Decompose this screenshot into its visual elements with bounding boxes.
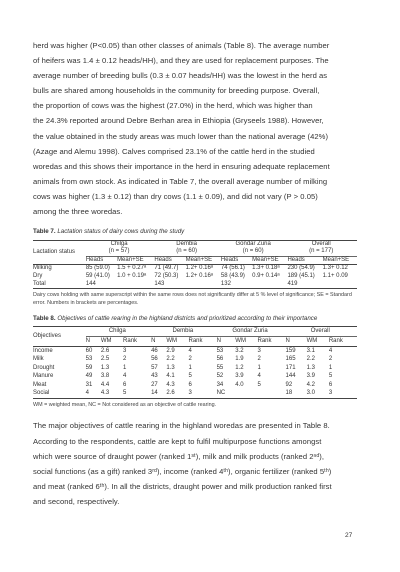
row-label: Manure (33, 373, 54, 380)
table-cell (257, 389, 285, 398)
table-cell: 5 (188, 373, 192, 380)
table-cell: 4 (328, 347, 333, 354)
table-cell: 4 (123, 373, 127, 380)
table-cell: 171 (285, 364, 296, 371)
row-label: Milk (33, 356, 44, 363)
table7 (33, 240, 357, 290)
table-cell: 49 (85, 373, 93, 380)
table-cell: 1.3+ 0.12 (322, 265, 348, 272)
table-row (33, 372, 357, 381)
table-subheader: Rank (123, 337, 138, 344)
table-cell: 2.6 (100, 347, 110, 354)
table-cell: 1.2+ 0.16ᵃ (185, 272, 214, 279)
table-cell: 230 (54.9) (287, 265, 315, 272)
table-cell: 14 (151, 390, 158, 397)
table8-caption (33, 315, 357, 323)
table-cell: 1.2 (235, 364, 244, 371)
table-cell: 1.3 (166, 364, 175, 371)
text-line: social functions (as a gift) ranked 3ʳᵈ), income (ranked 4ᵗʰ), organic fertilizer (ranked 5ᵗʰ) (33, 466, 332, 476)
table-cell: 5 (328, 373, 333, 380)
table7-title: Lactation status of dairy cows during the study (57, 228, 185, 236)
text-line: average number of breeding bulls (0.3 ± 0.07 heads/HH) was the lowest in the herd as (33, 71, 328, 81)
table-subheader: Mean+SE (252, 256, 279, 263)
table-cell: 4.0 (235, 381, 244, 388)
table-cell: 4 (188, 347, 192, 354)
table-cell: 3 (123, 347, 127, 354)
table-cell: 59 (85, 364, 93, 371)
text-line: (Azage and Alemu 1998). Calves comprised 23.1% of the cattle herd in the studied (33, 146, 315, 156)
table-cell: 4.3 (166, 381, 175, 388)
table-row (33, 265, 357, 273)
table-cell: 56 (216, 356, 224, 363)
table-subheader: N (85, 337, 90, 344)
table-row (33, 381, 357, 390)
table7-group-header: Dembia (n = 60) (154, 240, 221, 256)
table-subheader: WM (306, 337, 318, 344)
table-cell: 4 (85, 390, 89, 397)
table-cell: 46 (151, 347, 158, 354)
table-subheader: WM (100, 337, 112, 344)
table-cell: 60 (85, 347, 93, 354)
table-subheader: N (151, 337, 156, 344)
table-cell: 3.9 (306, 373, 315, 380)
row-label: Drought (33, 364, 55, 371)
table-cell: 3.0 (306, 390, 315, 397)
table-cell: 1.3+ 0.18ᵃ (252, 265, 280, 272)
table-cell: 0.9+ 0.14ᵃ (252, 272, 280, 279)
table-cell: 1 (188, 364, 192, 371)
page-number: 27 (345, 532, 353, 539)
table-cell: 1.2+ 0.16ᵃ (185, 265, 214, 272)
table-subheader: Heads (287, 256, 305, 263)
table8-group-header: Dembia (151, 327, 216, 337)
table-cell: 1 (123, 364, 127, 371)
text-line: cows was higher (1.3 ± 0.12) than dry cows (1.1 ± 0.09), and did not vary (P > 0.05) (33, 191, 318, 201)
paragraph-2 (33, 418, 357, 509)
table-subheader: Mean+SE (117, 256, 144, 263)
table8-group-header: Chilga (86, 327, 151, 337)
table-cell: 159 (285, 347, 296, 354)
row-label: Total (33, 280, 46, 287)
table7-group-header: Gondar Zuria (n = 60) (221, 240, 288, 256)
table7-group-header: Chilga (n = 57) (86, 240, 155, 256)
text-line: According to the respondents, cattle are kept to fulfil multipurpose functions amongst (33, 436, 322, 446)
table-cell: 4.3 (100, 390, 110, 397)
text-line: and second, respectively. (33, 496, 120, 506)
table-cell: 3.2 (235, 347, 244, 354)
table-subheader: Mean+SE (185, 256, 213, 263)
table-cell: 31 (85, 381, 93, 388)
table-cell: 3.9 (235, 373, 244, 380)
table-cell: 1.0 + 0.19ᵃ (117, 272, 147, 279)
table-cell: 2 (188, 356, 192, 363)
table-row (33, 364, 357, 373)
text-line: animals from own stock. As indicated in Table 7, the overall average number of milking (33, 176, 328, 186)
table8-note: WM = weighted mean, NC = Not considered as an objective of cattle rearing. (33, 402, 217, 409)
table-cell: 143 (154, 280, 165, 287)
table-cell: 5 (123, 390, 127, 397)
table-cell: 53 (85, 356, 93, 363)
table-cell (186, 281, 221, 289)
table-cell: 2.5 (100, 356, 110, 363)
table-cell: 1.1+ 0.09 (322, 272, 348, 279)
table8-group-header: Gondar Zuria (217, 327, 286, 337)
table-cell: 419 (287, 280, 298, 287)
table8 (33, 326, 357, 399)
text-line: among the three woredas. (33, 207, 123, 217)
table-cell: 3 (328, 390, 333, 397)
table-cell: 2 (328, 356, 333, 363)
table-subheader: Rank (328, 337, 343, 344)
table-cell: 53 (216, 347, 224, 354)
table-cell: 85 (59.0) (85, 265, 110, 272)
table-subheader: Heads (85, 256, 104, 263)
table-cell: 6 (123, 381, 127, 388)
table-subheader: WM (235, 337, 246, 344)
table-cell: 34 (216, 381, 224, 388)
table-cell: 4 (257, 373, 261, 380)
text-line: bulls are shared among households in the community for breeding purpose. Overall, (33, 86, 320, 96)
table-row (33, 281, 357, 289)
table-cell: 6 (328, 381, 333, 388)
text-line: woredas and this shows their importance in the herd in ensuring adequate replacement (33, 161, 330, 171)
table-cell (235, 389, 257, 398)
table-row (33, 389, 357, 398)
paragraph-1 (33, 38, 357, 219)
table-cell: 144 (285, 373, 296, 380)
table-subheader: Mean+SE (322, 256, 350, 263)
table-subheader: Rank (188, 337, 203, 344)
table-cell: 72 (50.3) (154, 272, 179, 279)
table-cell: 144 (85, 280, 96, 287)
table-cell: 57 (151, 364, 158, 371)
table-cell: 3 (188, 390, 192, 397)
table-cell: 165 (285, 356, 296, 363)
table7-stub-header: Lactation status (33, 248, 76, 255)
table-subheader: N (285, 337, 290, 344)
table-cell: 2 (123, 356, 127, 363)
table-cell: 3.8 (100, 373, 110, 380)
row-label: Social (33, 390, 50, 397)
row-label: Income (33, 347, 53, 354)
table-cell: 59 (41.0) (85, 272, 110, 279)
table-cell: 2.9 (166, 347, 175, 354)
table-cell: 2.6 (166, 390, 175, 397)
table7-note: Dairy cows holding with same superscript within the same rows does not significantly differ at 5 % level of significance; SE = Standard error. Numbers in brackets are percentages. (33, 292, 352, 306)
text-line: herd was higher (P<0.05) than other classes of animals (Table 8). The average number (33, 41, 330, 50)
row-label: Meat (33, 381, 47, 388)
table-cell: 6 (188, 381, 192, 388)
table-cell: 52 (216, 373, 224, 380)
table-subheader: Heads (154, 256, 172, 263)
table-cell: 1 (328, 364, 333, 371)
table-subheader: WM (166, 337, 177, 344)
table-cell: 27 (151, 381, 158, 388)
table-cell: 43 (151, 373, 158, 380)
table-subheader: Heads (220, 256, 239, 263)
table-cell: 5 (257, 381, 261, 388)
table-cell: 2.2 (166, 356, 175, 363)
text-line: and meat (ranked 6ᵗʰ). In all the districts, draught power and milk production ranked first (33, 481, 332, 491)
table-cell: 3 (257, 347, 261, 354)
table-cell: 4.4 (100, 381, 110, 388)
table-cell (323, 281, 357, 289)
table-cell: 1.9 (235, 356, 244, 363)
table-cell: 1.3 (306, 364, 315, 371)
table-cell (252, 281, 287, 289)
table7-label: Table 7. (33, 228, 56, 236)
text-line: The major objectives of cattle rearing in the highland woredas are presented in Table 8. (33, 421, 330, 431)
table-row (33, 346, 357, 355)
table-cell: 4.1 (166, 373, 175, 380)
table-cell: NC (216, 390, 226, 397)
table-cell: 1 (257, 364, 261, 371)
text-line: the proportion of cows was the highest (27.0%) in the herd, which was higher than (33, 101, 313, 111)
table8-label: Table 8. (33, 314, 56, 322)
table7-caption (33, 228, 357, 236)
table-cell: 55 (216, 364, 224, 371)
table7-group-header: Overall (n = 177) (287, 240, 357, 256)
page-body (33, 38, 357, 509)
table8-group-header: Overall (286, 327, 357, 337)
table-cell: 71 (49.7) (154, 265, 179, 272)
text-line: which were source of draught power (ranked 1ˢᵗ), milk and milk products (ranked 2ⁿᵈ), (33, 451, 325, 461)
table-subheader: N (216, 337, 221, 344)
table-cell: 56 (151, 356, 158, 363)
table-cell: 92 (285, 381, 293, 388)
table-cell: 1.5 + 0.27ᵃ (117, 265, 147, 272)
row-label: Milking (33, 265, 52, 272)
table8-title: Objectives of cattle rearing in the highland districts and prioritized according to their importance (57, 314, 318, 322)
text-line: of heifers was 1.4 ± 0.12 heads/HH), and they are used for replacement purposes. The (33, 56, 329, 66)
table-cell: 58 (43.9) (220, 272, 245, 279)
table-cell: 189 (45.1) (287, 272, 315, 279)
text-line: the 24.3% reported around Debre Berhan area in Ethiopia (Gryseels 1988). However, (33, 116, 324, 126)
table-cell: 2.2 (306, 356, 315, 363)
table-cell: 74 (56.1) (220, 265, 245, 272)
row-label: Dry (33, 272, 43, 279)
table-cell: 3.1 (306, 347, 315, 354)
table-cell: 1.3 (100, 364, 110, 371)
table8-stub-header: Objectives (33, 333, 62, 340)
table-cell: 132 (220, 280, 231, 287)
table-cell: 18 (285, 390, 293, 397)
table-cell: 4.2 (306, 381, 315, 388)
table-row (33, 273, 357, 281)
table-cell: 2 (257, 356, 261, 363)
table-cell (117, 281, 154, 289)
table-row (33, 355, 357, 364)
text-line: the value obtained in the study areas was much lower than the national average (42%) (33, 131, 329, 141)
table-subheader: Rank (257, 337, 272, 344)
